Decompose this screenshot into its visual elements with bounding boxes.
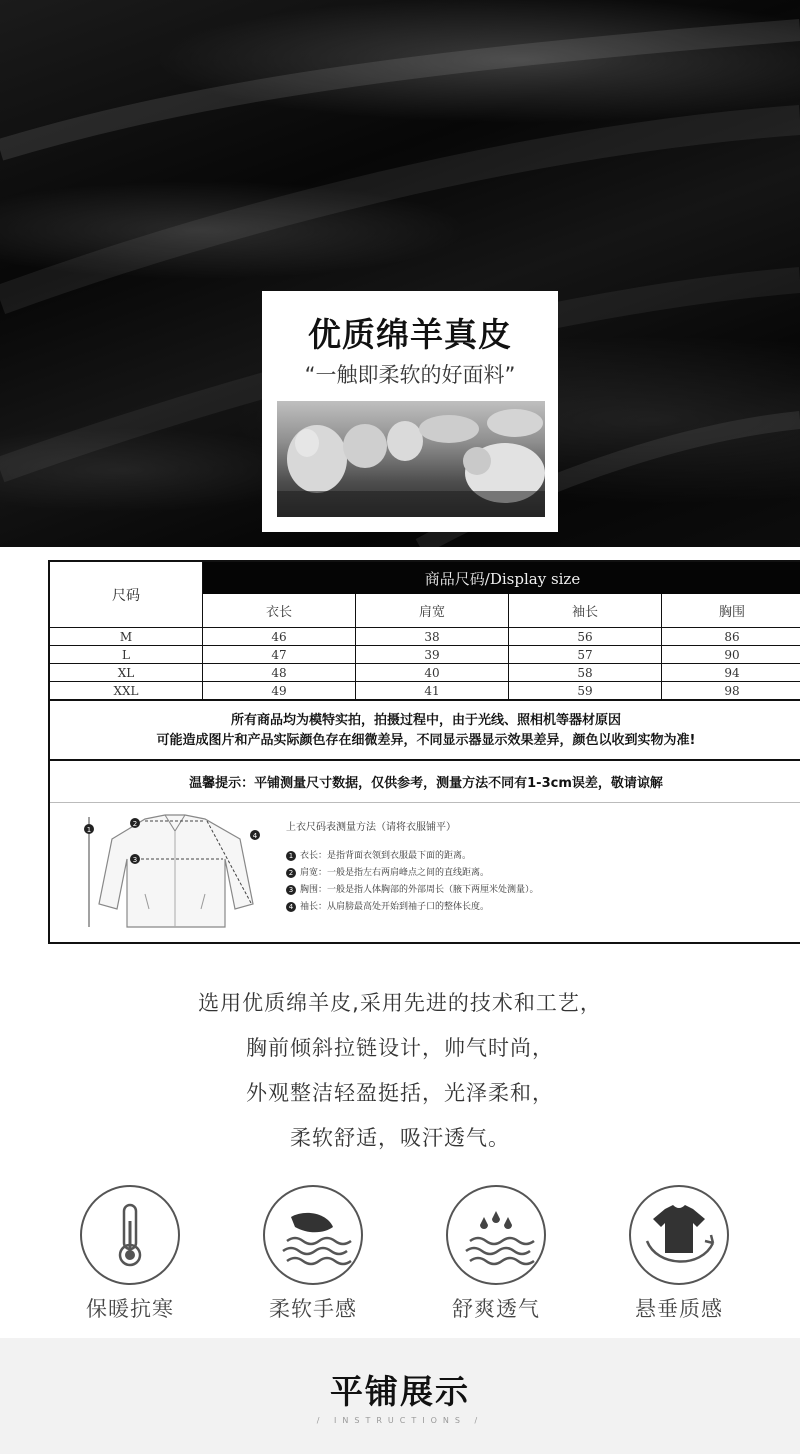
description-line: 选用优质绵羊皮,采用先进的技术和工艺， — [198, 991, 602, 1015]
feature-label: 保暖抗寒 — [86, 1297, 174, 1321]
table-cell: 49 — [203, 682, 356, 699]
feature-warmth — [60, 1185, 200, 1323]
tshirt-icon — [629, 1185, 729, 1285]
flat-lay-banner — [0, 1338, 800, 1454]
leather-hero — [0, 0, 800, 547]
measure-text: 袖长：从肩膀最高处开始到袖子口的整体长度。 — [300, 902, 490, 912]
description-line: 胸前倾斜拉链设计，帅气时尚， — [246, 1036, 554, 1060]
product-description — [0, 985, 800, 1165]
table-cell: 86 — [724, 629, 740, 644]
svg-text:2: 2 — [132, 820, 138, 828]
measure-list — [286, 848, 539, 916]
feature-icons — [0, 1185, 800, 1325]
sheep-illustration — [277, 401, 545, 517]
notice-line: 可能造成图片和产品实际颜色存在细微差异，不同显示器显示效果差异，颜色以收到实物为准! — [156, 733, 696, 748]
measure-item — [286, 899, 539, 916]
feather-icon — [263, 1185, 363, 1285]
hero-card — [262, 291, 558, 532]
table-cell: 98 — [724, 683, 740, 698]
svg-text:4: 4 — [252, 832, 258, 840]
table-cell: 48 — [203, 664, 356, 681]
color-notice — [50, 703, 800, 761]
size-cell: L — [50, 646, 203, 663]
table-cell: 46 — [203, 628, 356, 645]
table-cell: 59 — [509, 682, 662, 699]
table-cell: 39 — [356, 646, 509, 663]
feature-label: 舒爽透气 — [452, 1297, 540, 1321]
column-header: 胸围 — [718, 605, 745, 620]
description-line: 柔软舒适，吸汗透气。 — [290, 1126, 510, 1150]
table-row — [50, 682, 800, 701]
measure-item — [286, 848, 539, 865]
feature-label: 悬垂质感 — [635, 1297, 723, 1321]
water-drops-icon — [446, 1185, 546, 1285]
column-header: 袖长 — [509, 594, 662, 627]
table-cell: 40 — [356, 664, 509, 681]
column-header: 衣长 — [203, 594, 356, 627]
hero-subtitle: “一触即柔软的好面料” — [304, 363, 516, 387]
measure-text: 肩宽：一般是指左右两肩峰点之间的直线距离。 — [300, 868, 490, 878]
measure-text: 胸围：一般是指人体胸部的外部周长（腋下两厘米处测量）。 — [300, 885, 539, 895]
feature-breathable — [426, 1185, 566, 1323]
table-cell: 56 — [509, 628, 662, 645]
section-subtitle: / INSTRUCTIONS / — [316, 1416, 484, 1425]
column-header: 肩宽 — [356, 594, 509, 627]
hero-title: 优质绵羊真皮 — [308, 315, 512, 354]
table-cell: 38 — [356, 628, 509, 645]
size-cell: XL — [50, 664, 203, 681]
thermometer-icon — [80, 1185, 180, 1285]
jacket-diagram-icon — [75, 809, 275, 935]
feature-drape — [609, 1185, 749, 1323]
table-row — [50, 628, 800, 646]
notice-line: 所有商品均为模特实拍，拍摄过程中，由于光线、照相机等器材原因 — [230, 713, 621, 728]
number-badge: 4 — [286, 902, 296, 912]
number-badge: 3 — [286, 885, 296, 895]
table-cell: 41 — [356, 682, 509, 699]
measurement-tip: 温馨提示：平铺测量尺寸数据，仅供参考，测量方法不同有1-3cm误差，敬请谅解 — [50, 761, 800, 803]
size-row-label: 尺码 — [50, 562, 203, 628]
table-cell: 58 — [509, 664, 662, 681]
table-cell: 94 — [724, 665, 740, 680]
size-cell: M — [50, 628, 203, 645]
size-cell: XXL — [50, 682, 203, 699]
number-badge: 1 — [286, 851, 296, 861]
measure-title: 上衣尺码表测量方法（请将衣服铺平） — [286, 822, 456, 833]
measure-text: 衣长：是指背面衣领到衣服最下面的距离。 — [300, 851, 472, 861]
section-title: 平铺展示 — [330, 1372, 470, 1411]
feature-label: 柔软手感 — [269, 1297, 357, 1321]
size-table-header: 商品尺码/Display size — [203, 562, 800, 594]
table-row — [50, 664, 800, 682]
measurement-guide — [50, 803, 800, 944]
description-line: 外观整洁轻盈挺括，光泽柔和， — [246, 1081, 554, 1105]
table-cell: 57 — [509, 646, 662, 663]
feature-soft — [243, 1185, 383, 1323]
size-chart — [48, 560, 800, 944]
size-rows — [50, 628, 800, 701]
number-badge: 2 — [286, 868, 296, 878]
table-cell: 47 — [203, 646, 356, 663]
measure-item — [286, 882, 539, 899]
size-column-headers — [203, 594, 800, 628]
svg-text:1: 1 — [86, 826, 92, 834]
sheep-photo — [277, 401, 545, 517]
svg-text:3: 3 — [132, 856, 138, 864]
table-cell: 90 — [724, 647, 740, 662]
measure-item — [286, 865, 539, 882]
table-row — [50, 646, 800, 664]
